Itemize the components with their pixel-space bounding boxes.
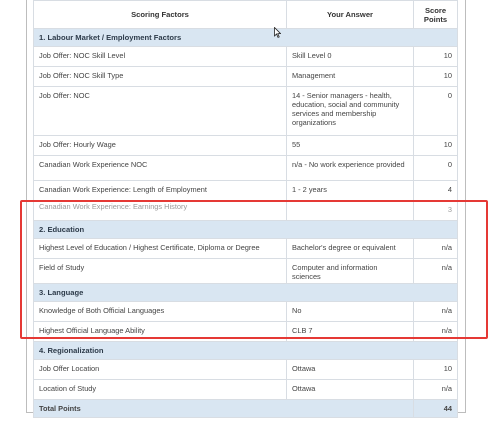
header-your-answer: Your Answer bbox=[287, 1, 414, 29]
section-title: 2. Education bbox=[34, 221, 458, 239]
factor-cell: Job Offer: NOC bbox=[34, 87, 287, 136]
table-row bbox=[34, 201, 458, 221]
points-cell: 4 bbox=[414, 181, 458, 201]
answer-cell: Ottawa bbox=[287, 380, 414, 400]
table-row bbox=[34, 259, 458, 284]
answer-cell: Skill Level 0 bbox=[287, 47, 414, 67]
factor-cell: Canadian Work Experience: Length of Employment bbox=[34, 181, 287, 201]
answer-cell bbox=[287, 201, 414, 221]
section-header bbox=[34, 342, 458, 360]
points-cell: 10 bbox=[414, 47, 458, 67]
table-row bbox=[34, 67, 458, 87]
answer-cell: CLB 7 bbox=[287, 322, 414, 342]
factor-cell: Canadian Work Experience: Earnings History bbox=[34, 201, 287, 221]
points-cell: n/a bbox=[414, 322, 458, 342]
points-cell: 0 bbox=[414, 156, 458, 181]
factor-cell: Knowledge of Both Official Languages bbox=[34, 302, 287, 322]
table-header-row bbox=[34, 1, 458, 29]
table-row bbox=[34, 380, 458, 400]
section-title: 3. Language bbox=[34, 284, 458, 302]
points-cell: n/a bbox=[414, 239, 458, 259]
scoring-table bbox=[33, 0, 458, 418]
answer-cell: Bachelor's degree or equivalent bbox=[287, 239, 414, 259]
answer-cell: n/a - No work experience provided bbox=[287, 156, 414, 181]
section-header bbox=[34, 284, 458, 302]
points-cell: 10 bbox=[414, 67, 458, 87]
section-title: 4. Regionalization bbox=[34, 342, 458, 360]
factor-cell: Job Offer: NOC Skill Level bbox=[34, 47, 287, 67]
factor-cell: Job Offer: NOC Skill Type bbox=[34, 67, 287, 87]
factor-cell: Field of Study bbox=[34, 259, 287, 284]
mouse-pointer-icon bbox=[274, 27, 281, 38]
points-cell: n/a bbox=[414, 259, 458, 284]
table-row bbox=[34, 87, 458, 136]
points-cell: 10 bbox=[414, 360, 458, 380]
table-row bbox=[34, 47, 458, 67]
total-label: Total Points bbox=[34, 400, 414, 418]
answer-cell: Computer and information sciences bbox=[287, 259, 414, 284]
points-cell: 0 bbox=[414, 87, 458, 136]
table-row bbox=[34, 181, 458, 201]
table-row bbox=[34, 239, 458, 259]
answer-cell: 1 - 2 years bbox=[287, 181, 414, 201]
answer-cell: Management bbox=[287, 67, 414, 87]
answer-cell: 14 - Senior managers - health, education, social and community services and membership organizations bbox=[287, 87, 414, 136]
total-points: 44 bbox=[414, 400, 458, 418]
total-row bbox=[34, 400, 458, 418]
header-scoring-factors: Scoring Factors bbox=[34, 1, 287, 29]
factor-cell: Highest Level of Education / Highest Certificate, Diploma or Degree bbox=[34, 239, 287, 259]
table-row bbox=[34, 302, 458, 322]
answer-cell: Ottawa bbox=[287, 360, 414, 380]
table-row bbox=[34, 360, 458, 380]
section-header bbox=[34, 29, 458, 47]
factor-cell: Highest Official Language Ability bbox=[34, 322, 287, 342]
table-row bbox=[34, 322, 458, 342]
factor-cell: Job Offer Location bbox=[34, 360, 287, 380]
section-title: 1. Labour Market / Employment Factors bbox=[34, 29, 458, 47]
factor-cell: Location of Study bbox=[34, 380, 287, 400]
answer-cell: 55 bbox=[287, 136, 414, 156]
header-score-points: Score Points bbox=[414, 1, 458, 29]
points-cell: 10 bbox=[414, 136, 458, 156]
factor-cell: Job Offer: Hourly Wage bbox=[34, 136, 287, 156]
points-cell: 3 bbox=[414, 201, 458, 221]
points-cell: n/a bbox=[414, 380, 458, 400]
table-row bbox=[34, 156, 458, 181]
factor-cell: Canadian Work Experience NOC bbox=[34, 156, 287, 181]
points-cell: n/a bbox=[414, 302, 458, 322]
table-row bbox=[34, 136, 458, 156]
answer-cell: No bbox=[287, 302, 414, 322]
section-header bbox=[34, 221, 458, 239]
